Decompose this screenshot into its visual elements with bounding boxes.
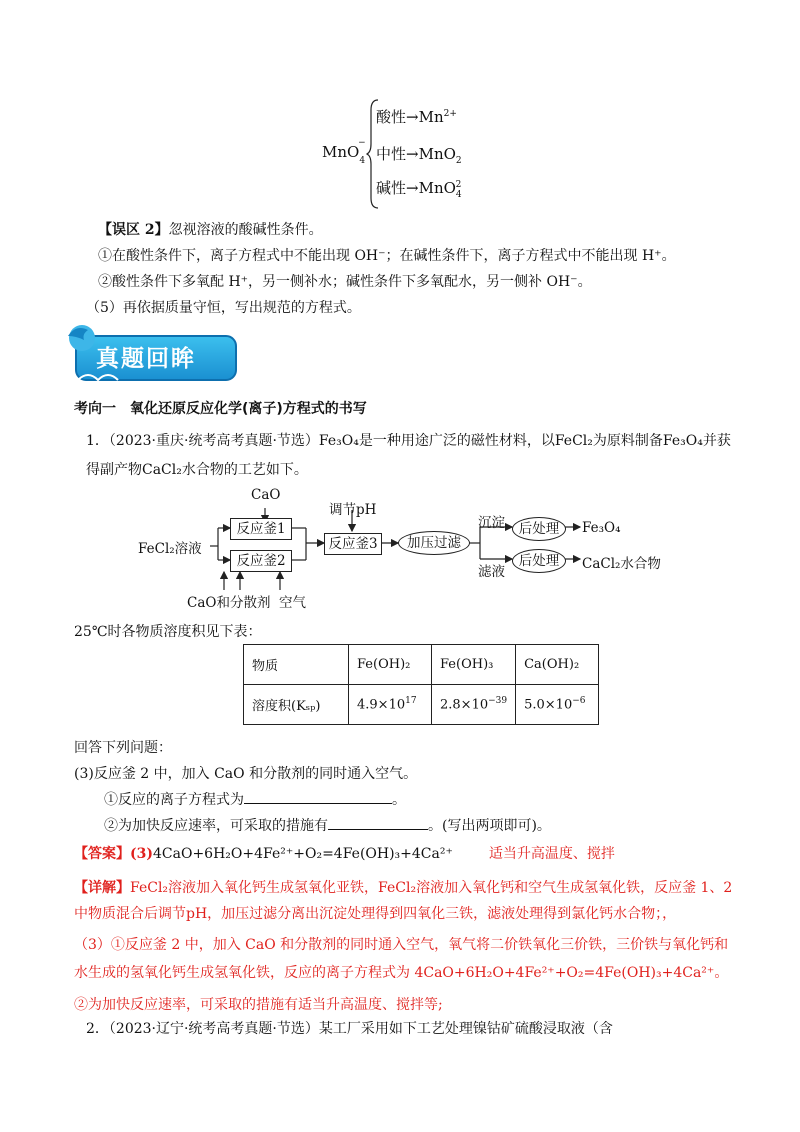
table-row bbox=[244, 685, 599, 725]
mistake2-point2: ②酸性条件下多氧配 H⁺，另一侧补水；碱性条件下多氧配水，另一侧补 OH⁻。 bbox=[98, 274, 592, 290]
reactor-1: 反应釜1 bbox=[230, 518, 292, 540]
product-cacl2: CaCl₂水合物 bbox=[582, 556, 661, 572]
detail-line5: ②为加快反应速率，可采取的措施有适当升高温度、搅拌等; bbox=[74, 997, 443, 1013]
q1-line1: 1．（2023·重庆·统考高考真题·节选）Fe₃O₄是一种用途广泛的磁性材料，以FeCl₂为原料制备Fe₃O₄并获 bbox=[86, 433, 731, 449]
detail-line3: （3）①反应釜 2 中，加入 CaO 和分散剂的同时通入空气，氧气将二价铁氧化三价铁，三价铁与氧化钙和 bbox=[74, 937, 729, 953]
ksp-table bbox=[243, 644, 599, 725]
post-treatment-1: 后处理 bbox=[512, 517, 566, 541]
table-intro: 25℃时各物质溶度积见下表： bbox=[74, 624, 262, 640]
flow-additives: CaO和分散剂 空气 bbox=[187, 595, 307, 611]
detail-line2: 中物质混合后调节pH，加压过滤分离出沉淀处理得到四氧化三铁，滤液处理得到氯化钙水合物；， bbox=[74, 906, 677, 922]
table-row-label: 溶度积(Kₛₚ) bbox=[244, 685, 349, 725]
scheme-row-neutral: 中性→MnO$_2$ bbox=[376, 145, 462, 166]
step5: （5）再依据质量守恒，写出规范的方程式。 bbox=[86, 300, 361, 316]
flow-fecl2: FeCl₂溶液 bbox=[138, 541, 202, 557]
answer: 【答案】(3)4CaO+6H₂O+4Fe²⁺+O₂=4Fe(OH)₃+4Ca²⁺ 适当升高温度、搅拌 bbox=[74, 846, 615, 862]
q1-line2: 得副产物CaCl₂水合物的工艺如下。 bbox=[86, 462, 308, 478]
pressure-filter: 加压过滤 bbox=[398, 531, 470, 555]
answer-blank-a[interactable] bbox=[244, 803, 392, 804]
section-heading: 考向一 氧化还原反应化学(离子)方程式的书写 bbox=[74, 401, 367, 417]
mistake2: 【误区 2】忽视溶液的酸碱性条件。 bbox=[98, 222, 323, 238]
table-cell: $2.8\times 10^{-39}$ bbox=[432, 685, 516, 725]
scheme-row-acidic: 酸性$\to Mn^{2+}$ bbox=[376, 108, 457, 126]
flow-adjust-ph: 调节pH bbox=[329, 502, 377, 518]
q3-stem: (3)反应釜 2 中，加入 CaO 和分散剂的同时通入空气。 bbox=[74, 766, 418, 782]
banner-title: 真题回眸 bbox=[96, 346, 196, 372]
flow-cao: CaO bbox=[251, 487, 281, 503]
detail-line4: 水生成的氢氧化钙生成氢氧化铁，反应的离子方程式为 4CaO+6H₂O+4Fe²⁺+O₂=4Fe(OH)₃+4Ca²⁺。 bbox=[74, 965, 729, 981]
flow-filtrate: 滤液 bbox=[478, 564, 505, 580]
q3-part-a: ①反应的离子方程式为 。 bbox=[104, 792, 406, 808]
mno4-species: MnO$_4$− bbox=[322, 138, 366, 166]
table-row bbox=[244, 645, 599, 685]
q3-part-b: ②为加快反应速率，可采取的措施有 。(写出两项即可)。 bbox=[104, 818, 551, 834]
table-header-cell: Ca(OH)₂ bbox=[516, 645, 599, 685]
scheme-row-basic: 碱性→MnO$_4^2$ bbox=[376, 179, 462, 200]
reactor-3: 反应釜3 bbox=[324, 533, 382, 555]
reactor-2: 反应釜2 bbox=[230, 550, 292, 572]
detail-line1: 【详解】FeCl₂溶液加入氧化钙生成氢氧化亚铁，FeCl₂溶液加入氧化钙和空气生成氢氧化铁，反应釜 1、2 bbox=[74, 880, 733, 896]
table-cell: $4.9\times 10^{17}$ bbox=[349, 685, 432, 725]
answer-prompt: 回答下列问题： bbox=[74, 740, 172, 756]
mistake2-point1: ①在酸性条件下，离子方程式中不能出现 OH⁻；在碱性条件下，离子方程式中不能出现 H⁺。 bbox=[98, 248, 676, 264]
banner bbox=[62, 322, 240, 386]
flow-precipitate: 沉淀 bbox=[478, 515, 505, 531]
table-header-cell: 物质 bbox=[244, 645, 349, 685]
q2-stem: 2．（2023·辽宁·统考高考真题·节选）某工厂采用如下工艺处理镍钴矿硫酸浸取液（含 bbox=[86, 1021, 613, 1037]
answer-blank-b[interactable] bbox=[328, 829, 428, 830]
product-fe3o4: Fe₃O₄ bbox=[582, 520, 621, 536]
table-header-cell: Fe(OH)₂ bbox=[349, 645, 432, 685]
post-treatment-2: 后处理 bbox=[512, 549, 566, 573]
table-header-cell: Fe(OH)₃ bbox=[432, 645, 516, 685]
table-cell: $5.0\times 10^{-6}$ bbox=[516, 685, 599, 725]
